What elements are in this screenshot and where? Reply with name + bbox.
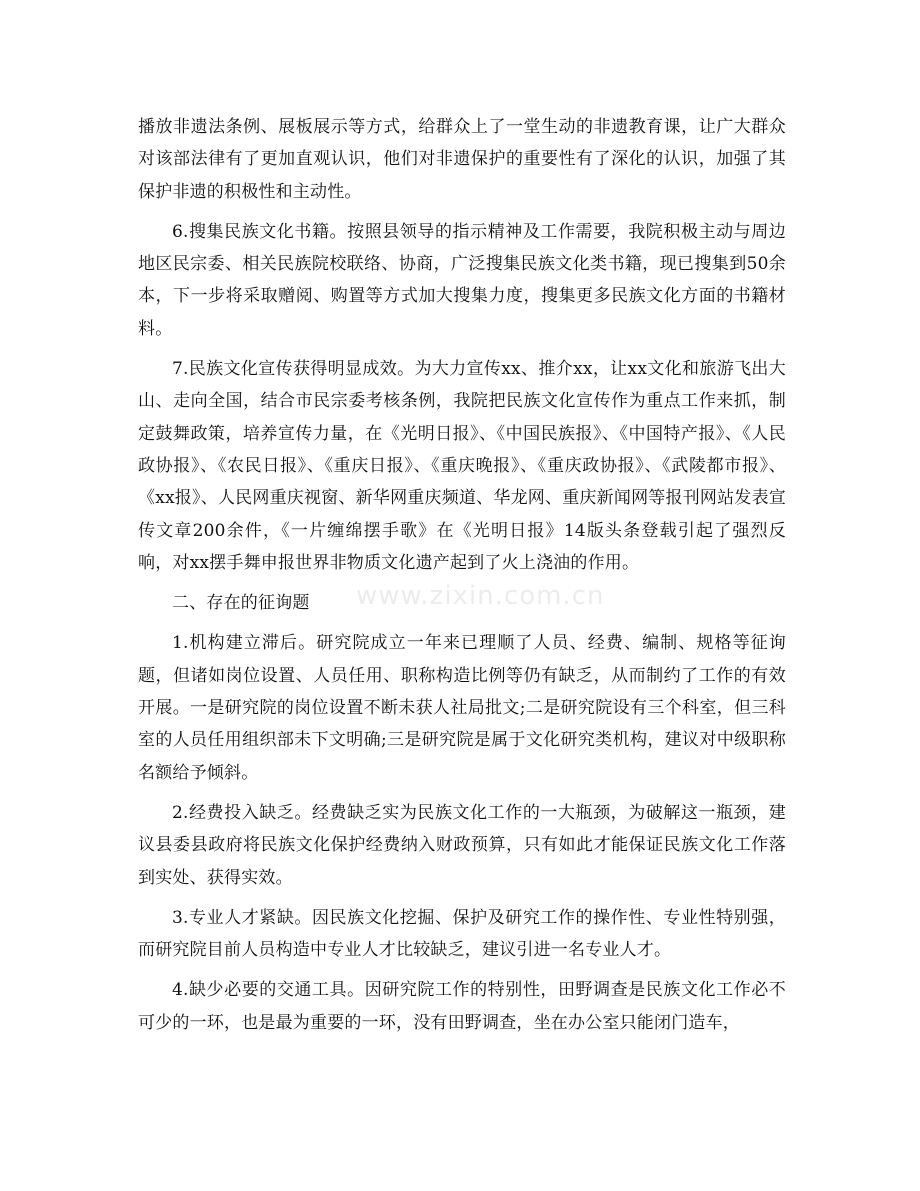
paragraph-problem-4: 4.缺少必要的交通工具。因研究院工作的特别性，田野调查是民族文化工作必不可少的一环，也是最为重要的一环，没有田野调查，坐在办公室只能闭门造车， <box>138 980 786 1033</box>
document-body <box>138 111 786 1047</box>
section-heading-problems: 二、存在的征询题 <box>172 593 310 614</box>
paragraph-item-6: 6.搜集民族文化书籍。按照县领导的指示精神及工作需要，我院积极主动与周边地区民宗委、相关民族院校联络、协商，广泛搜集民族文化类书籍，现已搜集到50余本，下一步将采取赠阅、购置等方式加大搜集力度，搜集更多民族文化方面的书籍材料。 <box>138 221 786 339</box>
paragraph-problem-1: 1.机构建立滞后。研究院成立一年来已理顺了人员、经费、编制、规格等征询题，但诸如岗位设置、人员任用、职称构造比例等仍有缺乏，从而制约了工作的有效开展。一是研究院的岗位设置不断未获人社局批文;二是研究院设有三个科室，但三科室的人员任用组织部未下文明确;三是研究院是属于文化研究类机构，建议对中级职称名额给予倾斜。 <box>138 633 786 783</box>
paragraph-problem-2: 2.经费投入缺乏。经费缺乏实为民族文化工作的一大瓶颈，为破解这一瓶颈，建议县委县政府将民族文化保护经费纳入财政预算，只有如此才能保证民族文化工作落到实处、获得实效。 <box>138 802 786 888</box>
paragraph-item-7: 7.民族文化宣传获得明显成效。为大力宣传xx、推介xx，让xx文化和旅游飞出大山、走向全国，结合市民宗委考核条例，我院把民族文化宣传作为重点工作来抓，制定鼓舞政策，培养宣传力量，在《光明日报》、《中国民族报》、《中国特产报》、《人民政协报》、《农民日报》、《重庆日报》、《重庆晚报》、《重庆政协报》、《武陵都市报》、《xx报》、人民网重庆视窗、新华网重庆频道、华龙网、重庆新闻网等报刊网站发表宣传文章200余件，《一片缠绵摆手歌》在《光明日报》14版头条登载引起了强烈反响，对xx摆手舞申报世界非物质文化遗产起到了火上浇油的作用。 <box>138 359 786 573</box>
watermark: www.zixin.com.cn <box>356 581 605 611</box>
paragraph-problem-3: 3.专业人才紧缺。因民族文化挖掘、保护及研究工作的操作性、专业性特别强，而研究院目前人员构造中专业人才比较缺乏，建议引进一名专业人才。 <box>138 907 786 961</box>
paragraph-continuation: 播放非遗法条例、展板展示等方式，给群众上了一堂生动的非遗教育课，让广大群众对该部法律有了更加直观认识，他们对非遗保护的重要性有了深化的认识，加强了其保护非遗的积极性和主动性。 <box>138 117 786 202</box>
